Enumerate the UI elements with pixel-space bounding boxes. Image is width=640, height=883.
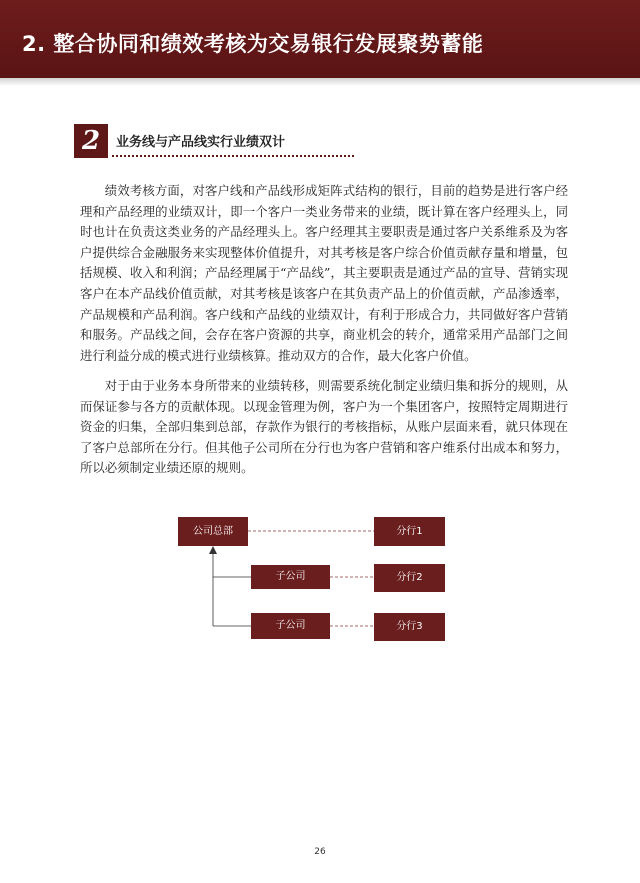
page-number: 26 (314, 847, 326, 857)
node-branch-1: 分行1 (374, 517, 445, 546)
header-shadow (0, 78, 640, 86)
node-headquarters: 公司总部 (178, 517, 248, 546)
header-bar (0, 0, 640, 78)
node-subsidiary-2: 子公司 (251, 613, 330, 639)
arrow-up-icon (209, 546, 217, 554)
page-title: 2. 整合协同和绩效考核为交易银行发展聚势蓄能 (22, 32, 484, 56)
paragraph: 绩效考核方面，对客户线和产品线形成矩阵式结构的银行，目前的趋势是进行客户经理和产品经理的业绩双计，即一个客户一类业务带来的业绩，既计算在客户经理头上，同时也计在负责这类业务的产品经理头上。客户经理其主要职责是通过客户关系维系及为客户提供综合金融服务来实现整体价值提升，对其考核是客户综合价值贡献存量和增量，包括规模、收入和利润；产品经理属于“产品线”，其主要职责是通过产品的宣导、营销实现客户在本产品线价值贡献，对其考核是该客户在其负责产品上的价值贡献，产品渗透率，产品规模和产品利润。客户线和产品线的业绩双计，有利于形成合力，共同做好客户营销和服务。产品线之间，会存在客户资源的共享，商业机会的转介，通常采用产品部门之间进行利益分成的模式进行业绩核算。推动双方的合作，最大化客户价值。 (80, 183, 568, 363)
node-branch-3: 分行3 (374, 613, 445, 641)
section-number-badge: 2 (74, 124, 108, 158)
section-divider (112, 155, 354, 157)
section-title: 业务线与产品线实行业绩双计 (116, 135, 286, 150)
node-subsidiary-1: 子公司 (251, 565, 330, 589)
node-branch-2: 分行2 (374, 564, 445, 592)
paragraph: 对于由于业务本身所带来的业绩转移，则需要系统化制定业绩归集和拆分的规则，从而保证参与各方的贡献体现。以现金管理为例，客户为一个集团客户，按照特定周期进行资金的归集，全部归集到总部，存款作为银行的考核指标，从账户层面来看，就只体现在了客户总部所在分行。但其他子公司所在分行也为客户营销和客户维系付出成本和努力，所以必须制定业绩还原的规则。 (80, 378, 568, 476)
